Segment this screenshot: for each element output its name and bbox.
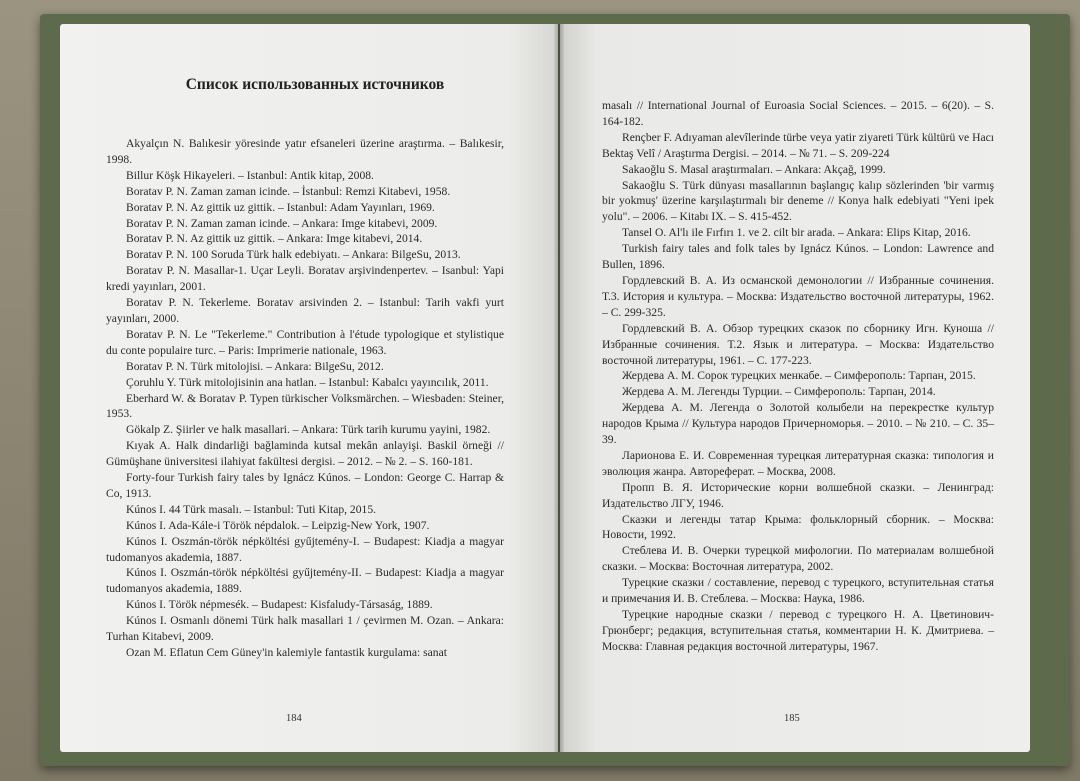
bibliography-entry: Billur Köşk Hikayeleri. – Istanbul: Antik kitap, 2008. xyxy=(126,168,374,182)
bibliography-entry: Kúnos I. Osmanlı dönemi Türk halk masallari 1 / çevirmen M. Ozan. – Ankara: Turhan Kitabevi, 2009. xyxy=(106,614,504,644)
bibliography-entry: Kúnos I. Török népmesék. – Budapest: Kisfaludy-Társaság, 1889. xyxy=(126,598,433,612)
bibliography-entry: Kúnos I. Ada-Kále-i Török népdalok. – Leipzig-New York, 1907. xyxy=(126,518,430,532)
bibliography-entry: Стеблева И. В. Очерки турецкой мифологии. По материалам волшебной сказки. – Москва: Восточная литература, 2002. xyxy=(602,544,994,574)
bibliography-entry: Ozan M. Eflatun Cem Güney'in kalemiyle fantastik kurgulama: sanat xyxy=(126,646,447,659)
bibliography-entry: Пропп В. Я. Исторические корни волшебной сказки. – Ленинград: Издательство ЛГУ, 1946. xyxy=(602,480,994,510)
page-number-left: 184 xyxy=(286,713,302,724)
bibliography-entry: Gökalp Z. Şiirler ve halk masallari. – Ankara: Türk tarih kurumu yayini, 1982. xyxy=(126,423,491,437)
bibliography-entry: Turkish fairy tales and folk tales by Ignácz Kúnos. – London: Lawrence and Bullen, 1896. xyxy=(602,242,994,272)
bibliography-entry: Жердева А. М. Легенды Турции. – Симферополь: Тарпан, 2014. xyxy=(622,385,936,399)
bibliography-entry: Ларионова Е. И. Современная турецкая литературная сказка: типология и эволюция жанра. Автореферат. – Москва, 2008. xyxy=(602,448,994,478)
bibliography-entry: Boratav P. N. Az gittik uz gittik. – Istanbul: Adam Yayınları, 1969. xyxy=(126,200,435,214)
bibliography-entry: Forty-four Turkish fairy tales by Ignácz Kúnos. – London: George C. Harrap & Co, 1913. xyxy=(106,471,504,500)
bibliography-entry: Boratav P. N. Zaman zaman icinde. – Ankara: Imge kitabevi, 2009. xyxy=(126,216,438,230)
bibliography-entry-continuation: masalı // International Journal of Euroasia Social Sciences. – 2015. – 6(20). – S. 164-182. xyxy=(602,99,994,128)
right-page xyxy=(560,24,1030,752)
bibliography-entry: Boratav P. N. Zaman zaman icinde. – İstanbul: Remzi Kitabevi, 1958. xyxy=(126,184,451,198)
bibliography-entry: Sakaoğlu S. Masal araştırmaları. – Ankara: Akçağ, 1999. xyxy=(622,162,886,176)
bibliography-entry: Eberhard W. & Boratav P. Typen türkischer Volksmärchen. – Wiesbaden: Steiner, 1953. xyxy=(106,391,504,421)
bibliography-entry: Boratav P. N. Le "Tekerleme." Contribution à l'étude typologique et stylistique du conte populaire turc. – Paris: Imprimerie nationale, 1963. xyxy=(106,327,504,357)
bibliography-entry: Kúnos I. Oszmán-török népköltési gyűjtemény-I. – Budapest: Kiadja a magyar tudomanyos akademia, 1887. xyxy=(106,534,504,564)
bibliography-entry: Турецкие сказки / составление, перевод с турецкого, вступительная статья и примечания И. В. Стеблева. – Москва: Наука, 1986. xyxy=(602,576,994,606)
bibliography-entry: Гордлевский В. А. Обзор турецких сказок по сборнику Игн. Куноша // Избранные сочинения. Т.2. Язык и литература. – Москва: Издательство восточной литературы, 1961. – С. 177-223. xyxy=(602,321,994,367)
bibliography-entry: Tansel O. Al'lı ile Fırfırı 1. ve 2. cilt bir arada. – Ankara: Elips Kitap, 2016. xyxy=(622,226,971,240)
bibliography-entry: Boratav P. N. Türk mitolojisi. – Ankara: BilgeSu, 2012. xyxy=(126,359,384,373)
bibliography-entry: Жердева А. М. Сорок турецких менкабе. – Симферополь: Тарпан, 2015. xyxy=(622,369,976,383)
bibliography-entry: Kúnos I. 44 Türk masalı. – Istanbul: Tuti Kitap, 2015. xyxy=(126,502,377,516)
bibliography-entry: Сказки и легенды татар Крыма: фольклорный сборник. – Москва: Новости, 1992. xyxy=(602,512,994,542)
bibliography-entry: Boratav P. N. 100 Soruda Türk halk edebiyatı. – Ankara: BilgeSu, 2013. xyxy=(126,248,461,262)
bibliography-entry: Çoruhlu Y. Türk mitolojisinin ana hatlan. – Istanbul: Kabalcı yayıncılık, 2011. xyxy=(126,375,489,389)
bibliography-entry: Kıyak A. Halk dindarliği bağlaminda kutsal mekân anlayişi. Baskil örneği // Gümüşhane üniversitesi ilahiyat fakültesi dergisi. – 2012. – № 2. – S. 160-181. xyxy=(106,439,504,469)
bibliography-list-right xyxy=(602,98,994,655)
bibliography-entry: Boratav P. N. Az gittik uz gittik. – Ankara: Imge kitabevi, 2014. xyxy=(126,232,423,246)
bibliography-entry: Boratav P. N. Tekerleme. Boratav arsivinden 2. – Istanbul: Tarih vakfi yurt yayınları, 2000. xyxy=(106,296,504,325)
left-page xyxy=(60,24,558,752)
bibliography-entry: Rençber F. Adıyaman alevîlerinde türbe veya yatir ziyareti Türk kültürü ve Hacı Bektaş Velî / Araştırma Dergisi. – 2014. – № 71. – S. 209-224 xyxy=(602,130,994,160)
bibliography-entry: Boratav P. N. Masallar-1. Uçar Leyli. Boratav arşivindenpertev. – Isanbul: Yapi kredi yayınları, 2001. xyxy=(106,264,504,294)
page-title: Список использованных источников xyxy=(185,76,445,93)
bibliography-entry: Akyalçın N. Balıkesir yöresinde yatır efsaneleri üzerine araştırma. – Balıkesir, 1998. xyxy=(106,137,504,166)
page-number-right: 185 xyxy=(784,713,800,724)
bibliography-list-left xyxy=(106,136,504,661)
bibliography-entry: Kúnos I. Oszmán-török népköltési gyűjtemény-II. – Budapest: Kiadja a magyar tudomanyos akademia, 1889. xyxy=(106,566,504,596)
book-spine xyxy=(554,24,564,752)
bibliography-entry: Турецкие народные сказки / перевод с турецкого Н. А. Цветинович-Грюнберг; редакция, вступительная статья, комментарии Н. К. Дмитриева. – Москва: Главная редакция восточной литературы, 1967. xyxy=(602,608,994,653)
bibliography-entry: Sakaoğlu S. Türk dünyası masallarının başlangıç kalıp sözlerinden 'bir varmış bir yokmuş' üzerine karşılaştırmalı bir deneme // Konya halk edebiyati "Yeni ipek yolu". – 2006. – Kitabı IX. – S. 415-452. xyxy=(602,178,994,224)
bibliography-entry: Гордлевский В. А. Из османской демонологии // Избранные сочинения. Т.3. История и культура. – Москва: Издательство восточной литературы, 1962. – С. 299-325. xyxy=(602,273,994,319)
bibliography-entry: Жердева А. М. Легенда о Золотой колыбели на перекрестке культур народов Крыма // Культура народов Причерноморья. – 2010. – № 210. – С. 35–39. xyxy=(602,401,994,447)
